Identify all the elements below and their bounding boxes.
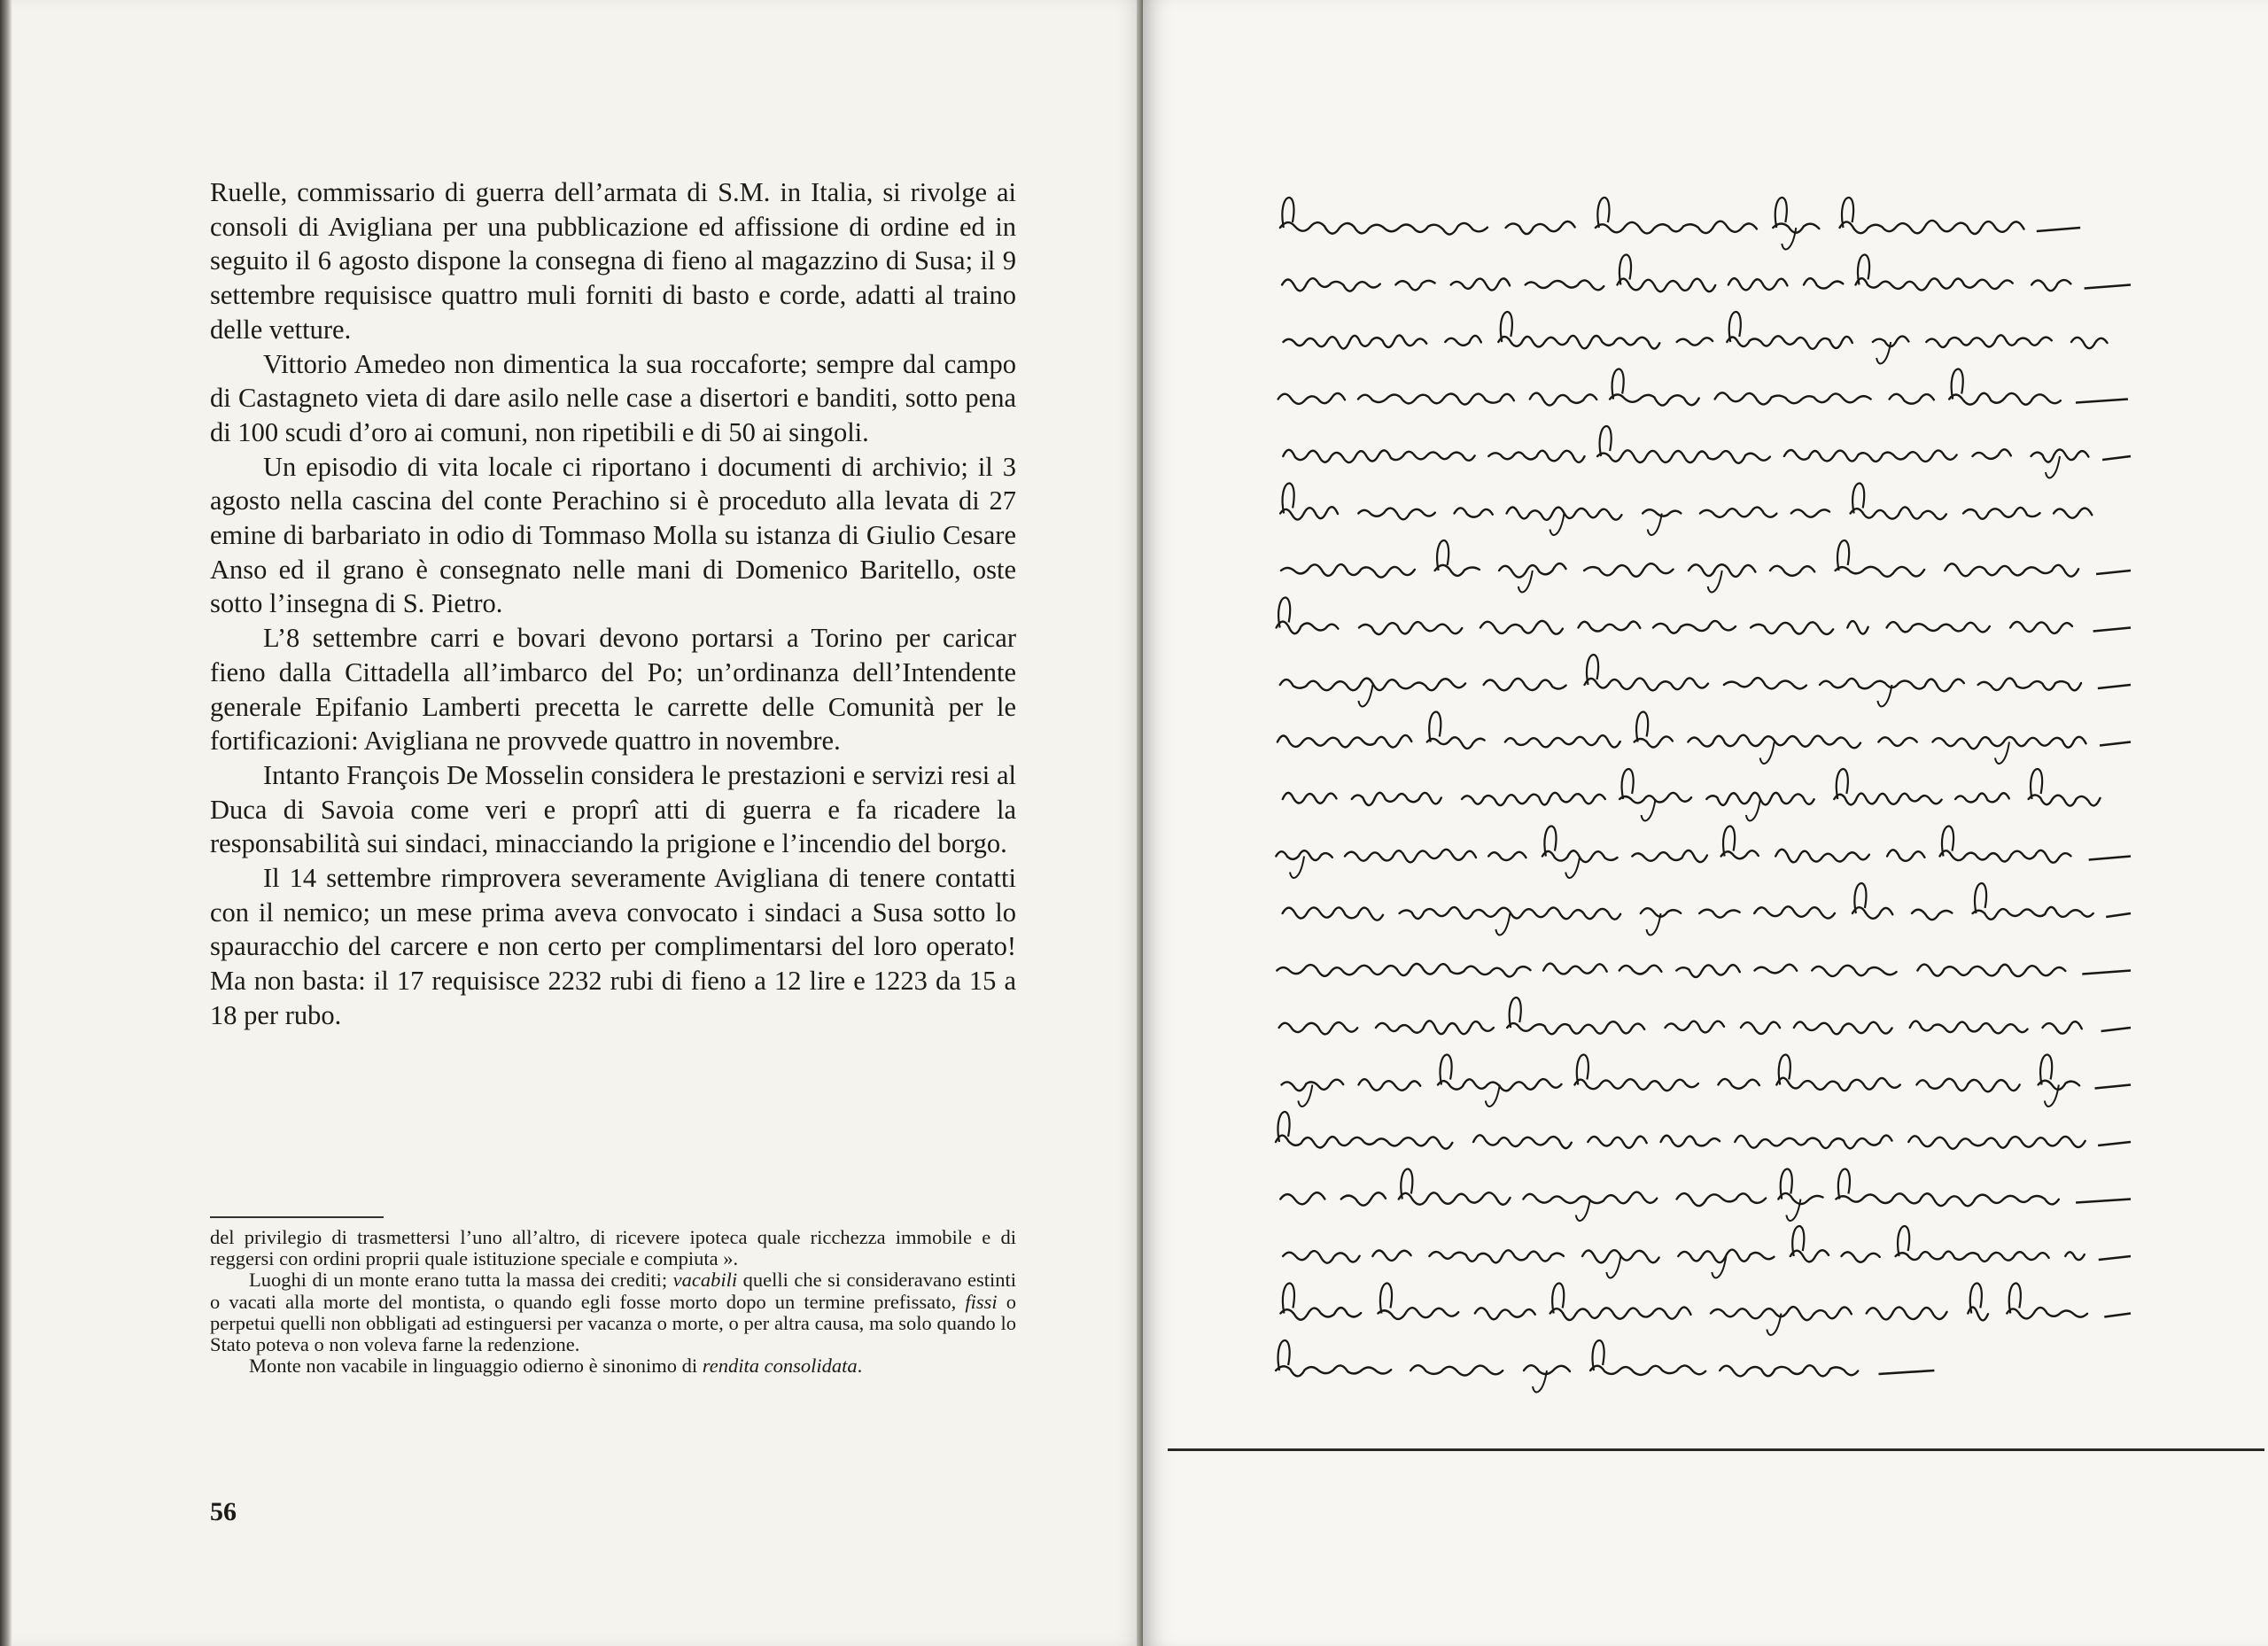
handwritten-word (1376, 1021, 1494, 1034)
paragraph: Un episodio di vita locale ci riportano i documenti di archivio; il 3 agosto nella cascina del conte Perachino si è proceduto alla levata di 27 emine di barbariato in odio di Tommaso Molla su istanza di Giulio Cesare Anso ed il grano è consegnato nelle mani di Domenico Baritello, oste sotto l’insegna di S. Pietro. (210, 451, 1016, 619)
handwritten-word (1842, 1252, 1880, 1262)
line-end-dash (2095, 1085, 2132, 1089)
line-end-dash (1879, 1370, 1935, 1374)
footnote-divider (210, 1216, 384, 1218)
handwritten-word (1887, 622, 1990, 632)
handwritten-word (1912, 910, 1952, 920)
line-end-dash (2102, 456, 2131, 460)
handwritten-word (1840, 221, 2024, 234)
handwritten-word (1751, 622, 1833, 634)
handwritten-word (1949, 393, 2061, 405)
handwritten-letter (1267, 182, 2144, 1422)
handwritten-word (1590, 1365, 1705, 1374)
handwritten-loop (1898, 1226, 1909, 1256)
line-end-dash (2093, 628, 2131, 632)
handwritten-word (1480, 621, 1563, 634)
line-end-dash (2101, 1028, 2131, 1031)
handwritten-word (2007, 1308, 2087, 1318)
handwritten-word (1775, 850, 1869, 863)
footnote-paragraph (210, 1269, 1016, 1355)
handwritten-word (1475, 1308, 1535, 1319)
handwritten-line (1280, 484, 2092, 535)
footnote-text: o perpetui quelli non obbligati ad estinguersi per vacanza o morte, o per altra causa, ma solo quando lo Stato poteva o non voleva farne la redenzione. (210, 1290, 1017, 1356)
handwritten-line (1283, 769, 2101, 820)
handwritten-word (1836, 567, 1925, 577)
handwritten-word (1372, 1250, 1410, 1260)
body-text (210, 175, 1016, 1033)
handwritten-word (1727, 336, 1852, 349)
handwritten-word (1585, 678, 1709, 690)
handwritten-word (1597, 450, 1770, 462)
handwritten-word (1945, 563, 2078, 576)
handwritten-word (1718, 1079, 1759, 1089)
footnote-text: . (857, 1355, 863, 1378)
handwritten-word (1878, 737, 1916, 746)
handwritten-line (1277, 964, 2131, 977)
handwritten-word (1790, 1250, 1829, 1262)
handwritten-word (1677, 1193, 1767, 1206)
handwritten-loop (1600, 426, 1612, 456)
handwritten-word (1776, 1078, 1900, 1091)
handwritten-descender (1486, 1085, 1500, 1106)
handwritten-loop (1597, 198, 1609, 228)
handwritten-word (2010, 622, 2072, 633)
handwritten-word (1910, 1021, 2028, 1034)
handwritten-word (1435, 565, 1480, 576)
handwritten-word (1282, 278, 1380, 291)
handwritten-loop (1837, 540, 1849, 571)
handwritten-word (1276, 1365, 1391, 1376)
handwritten-word (1359, 622, 1462, 634)
handwritten-line (1283, 883, 2131, 935)
handwritten-word (1978, 679, 2081, 691)
handwritten-word (1429, 1250, 1563, 1262)
handwritten-descender (1786, 1200, 1800, 1221)
handwritten-line (1280, 1284, 2131, 1335)
handwritten-word (1345, 850, 1476, 863)
handwritten-word (1804, 278, 1843, 288)
handwritten-word (1666, 1021, 1725, 1033)
line-end-dash (2076, 1200, 2131, 1203)
footnote-term: vacabili (672, 1269, 738, 1292)
handwritten-word (1955, 793, 2009, 802)
handwritten-word (1973, 907, 2093, 920)
paragraph: Intanto François De Mosselin considera le prestazioni e servizi resi al Duca di Savoia come veri e proprî atti di guerra e fa ricadere la responsabilità sui sindaci, minacciando la prigione e l’incendio del borgo. (210, 759, 1016, 859)
page-number: 56 (210, 1497, 237, 1526)
handwritten-line (1279, 998, 2131, 1034)
line-end-dash (2106, 913, 2131, 917)
handwritten-word (1896, 1252, 2049, 1262)
line-end-dash (2099, 1256, 2131, 1260)
handwritten-word (1359, 1079, 1421, 1091)
footnote-term: fissi (965, 1290, 998, 1313)
handwritten-word (2071, 338, 2108, 348)
handwritten-word (1473, 1135, 1572, 1148)
handwritten-word (1632, 850, 1707, 862)
handwritten-descender (1648, 514, 1662, 535)
handwritten-word (1619, 966, 1662, 974)
handwritten-word (1700, 508, 1777, 517)
handwritten-word (1488, 451, 1584, 462)
handwritten-word (1352, 793, 1441, 805)
handwritten-word (1661, 1136, 1720, 1146)
handwritten-word (1588, 1137, 1646, 1148)
paragraph: L’8 settembre carri e bovari devono portarsi a Torino per caricar fieno dalla Cittadella all’imbarco del Po; un’ordinanza dell’Intendente generale Epifanio Lamberti precetta le carrette delle Comunità per le fortificazioni: Avigliana ne provvede quattro in novembre. (210, 623, 1016, 757)
line-end-dash (2085, 285, 2131, 289)
handwritten-descender (1606, 1256, 1620, 1277)
handwritten-loop (1380, 1284, 1392, 1314)
handwritten-word (1550, 1308, 1691, 1320)
handwritten-word (1358, 509, 1435, 520)
handwritten-word (1280, 1192, 1324, 1204)
handwritten-word (1277, 964, 1530, 977)
page-edge (0, 0, 12, 1646)
handwritten-line (1276, 1340, 1934, 1392)
handwritten-loop (1636, 712, 1648, 742)
handwritten-line (1278, 712, 2131, 764)
handwritten-word (1754, 906, 1835, 918)
handwritten-word (1721, 850, 1759, 858)
handwritten-word (1916, 1079, 2019, 1092)
handwritten-loop (1429, 712, 1441, 742)
handwritten-word (2054, 509, 2092, 518)
handwritten-word (1283, 793, 1337, 804)
handwritten-word (1278, 735, 1411, 748)
handwritten-line (1280, 655, 2131, 706)
handwritten-descender (1576, 1200, 1590, 1221)
handwritten-descender (1708, 571, 1722, 592)
handwritten-word (2043, 1021, 2082, 1034)
handwritten-word (1770, 566, 1814, 576)
handwritten-word (1852, 907, 1892, 919)
handwritten-word (1488, 852, 1526, 860)
line-end-dash (2098, 1142, 2131, 1145)
handwritten-word (1724, 678, 1806, 688)
handwritten-word (1530, 393, 1596, 406)
footnote-paragraph: del privilegio di trasmettersi l’uno all’altro, di ricevere ipoteca quale ricchezza immobile e di reggersi con ordini proprii quale istituzione speciale e compiuta ». (210, 1226, 1016, 1270)
handwritten-word (2029, 795, 2101, 805)
handwritten-word (1445, 336, 1481, 346)
paragraph: Ruelle, commissario di guerra dell’armata di S.M. in Italia, si rivolge ai consoli di Avigliana per una pubblicazione ed affissione di ordine ed in seguito il 6 agosto dispone la consegna di fieno al magazzino di Susa; il 9 settembre requisisce quattro muli forniti di basto e corde, adatti al traino delle vetture. (210, 177, 1016, 345)
line-end-dash (2082, 971, 2131, 974)
handwriting-image (1267, 182, 2144, 1422)
handwritten-word (1455, 508, 1493, 516)
handwritten-word (1278, 393, 1345, 404)
handwritten-word (1280, 222, 1487, 234)
manuscript-bottom-rule (1168, 1448, 2264, 1451)
handwritten-word (1279, 1022, 1358, 1034)
handwritten-line (1280, 198, 2080, 249)
handwritten-word (1410, 1365, 1503, 1375)
handwritten-word (1784, 450, 1957, 462)
handwritten-word (1579, 621, 1641, 631)
handwritten-word (1728, 278, 1788, 290)
footnote-term: rendita consolidata (702, 1355, 858, 1378)
handwritten-word (1596, 221, 1757, 234)
handwritten-line (1280, 1169, 2131, 1221)
handwritten-loop (1975, 883, 1986, 913)
handwritten-word (1506, 221, 1575, 234)
line-end-dash (2037, 228, 2080, 231)
handwritten-loop (1838, 1169, 1850, 1200)
handwritten-word (1451, 278, 1510, 290)
handwritten-descender (1550, 514, 1564, 535)
handwritten-word (1926, 335, 2052, 347)
handwritten-word (1677, 338, 1713, 345)
handwritten-word (1507, 1021, 1644, 1034)
handwritten-word (1618, 279, 1716, 292)
handwritten-word (1834, 794, 1941, 805)
handwritten-word (1887, 850, 1924, 860)
handwritten-word (1635, 736, 1673, 747)
handwritten-word (1358, 393, 1514, 404)
handwritten-word (1867, 1308, 1947, 1320)
handwritten-word (1715, 392, 1871, 404)
handwritten-word (1526, 280, 1604, 290)
handwritten-word (1836, 1193, 2058, 1206)
handwritten-line (1282, 1055, 2132, 1106)
handwritten-word (1277, 622, 1339, 634)
handwritten-word (1427, 737, 1485, 749)
line-end-dash (2096, 571, 2131, 574)
paragraph: Il 14 settembre rimprovera severamente Avigliana di tenere contatti con il nemico; un mese prima aveva convocato i sindaci a Susa sotto lo spauracchio del carcere e non certo per complimentarsi del loro operato! Ma non basta: il 17 requisisce 2232 rubi di fieno a 12 lire e 1223 da 15 a 18 per rubo. (210, 863, 1016, 1030)
handwritten-word (1498, 336, 1659, 349)
handwritten-word (1653, 621, 1736, 633)
handwritten-line (1284, 312, 2108, 363)
line-end-dash (2089, 857, 2131, 860)
line-end-dash (2100, 742, 2131, 746)
handwritten-word (1791, 509, 1829, 516)
handwritten-word (1399, 1192, 1511, 1205)
handwritten-descender (1358, 685, 1372, 706)
handwritten-descender (1782, 228, 1796, 249)
handwritten-word (1505, 735, 1620, 748)
handwritten-word (1378, 1308, 1458, 1319)
handwritten-word (1973, 449, 2011, 459)
handwritten-word (1741, 1022, 1780, 1034)
handwritten-word (1676, 965, 1740, 977)
handwritten-word (1940, 850, 2071, 863)
footnote-text: Monte non vacabile in linguaggio odierno è sinonimo di (249, 1355, 703, 1378)
handwritten-word (1755, 965, 1798, 974)
handwritten-word (1794, 1021, 1892, 1034)
handwritten-word (1283, 907, 1383, 920)
handwritten-word (1283, 450, 1474, 462)
handwritten-word (1395, 281, 1434, 291)
handwritten-word (1856, 278, 2013, 290)
handwritten-loop (1622, 769, 1634, 799)
handwritten-line (1281, 540, 2131, 592)
footnotes (210, 1227, 1016, 1377)
handwritten-word (1917, 965, 2065, 977)
handwritten-word (1847, 621, 1868, 634)
handwritten-word (2031, 280, 2070, 291)
line-end-dash (2104, 1314, 2131, 1317)
handwritten-descender (1298, 1085, 1312, 1106)
handwritten-word (1584, 563, 1674, 577)
handwritten-line (1282, 255, 2131, 292)
handwritten-descender (1760, 742, 1775, 764)
handwritten-word (1484, 679, 1566, 690)
handwritten-line (1283, 426, 2131, 477)
handwritten-word (1699, 910, 1739, 918)
handwritten-word (1720, 1365, 1858, 1376)
handwritten-word (1281, 564, 1415, 578)
footnote-text: quelli che si consideravano estinti o vacati alla morte del montista, o quando egli fosse morto dopo un termine prefissato, (210, 1269, 1016, 1313)
footnote-paragraph (210, 1355, 1016, 1377)
handwritten-word (1890, 394, 1934, 404)
handwritten-word (2065, 1252, 2085, 1260)
handwritten-word (1851, 507, 1946, 519)
handwritten-word (1610, 394, 1699, 405)
handwritten-word (1284, 336, 1427, 349)
handwritten-line (1276, 827, 2131, 878)
handwritten-word (1908, 1136, 2085, 1148)
handwritten-word (1280, 1308, 1361, 1320)
handwritten-descender (1565, 857, 1580, 878)
handwritten-descender (1495, 913, 1510, 935)
paragraph: Vittorio Amedeo non dimentica la sua roccaforte; sempre dal campo di Castagneto vieta di dare asilo nelle case a disertori e banditi, sotto pena di 100 scudi d’oro ai comuni, non ripetibili e di 50 ai singoli. (210, 348, 1016, 447)
handwritten-word (1735, 1136, 1891, 1149)
handwritten-word (1462, 793, 1605, 805)
line-end-dash (2098, 685, 2131, 688)
handwritten-line (1277, 598, 2131, 635)
handwritten-word (1812, 966, 1896, 976)
handwritten-descender (2045, 1085, 2059, 1106)
handwritten-word (1283, 1251, 1360, 1263)
handwritten-line (1276, 1112, 2131, 1149)
handwritten-word (1280, 507, 1338, 519)
handwritten-word (1341, 1192, 1386, 1205)
handwritten-word (1963, 508, 2040, 519)
handwritten-descender (1642, 799, 1656, 820)
handwritten-line (1278, 369, 2128, 406)
handwritten-word (1574, 1079, 1698, 1091)
footnote-text: Luoghi di un monte erano tutta la massa dei crediti; (249, 1269, 673, 1292)
handwritten-line (1283, 1226, 2131, 1277)
line-end-dash (2076, 400, 2128, 403)
handwritten-word (1276, 1136, 1452, 1149)
handwritten-word (1543, 964, 1607, 974)
